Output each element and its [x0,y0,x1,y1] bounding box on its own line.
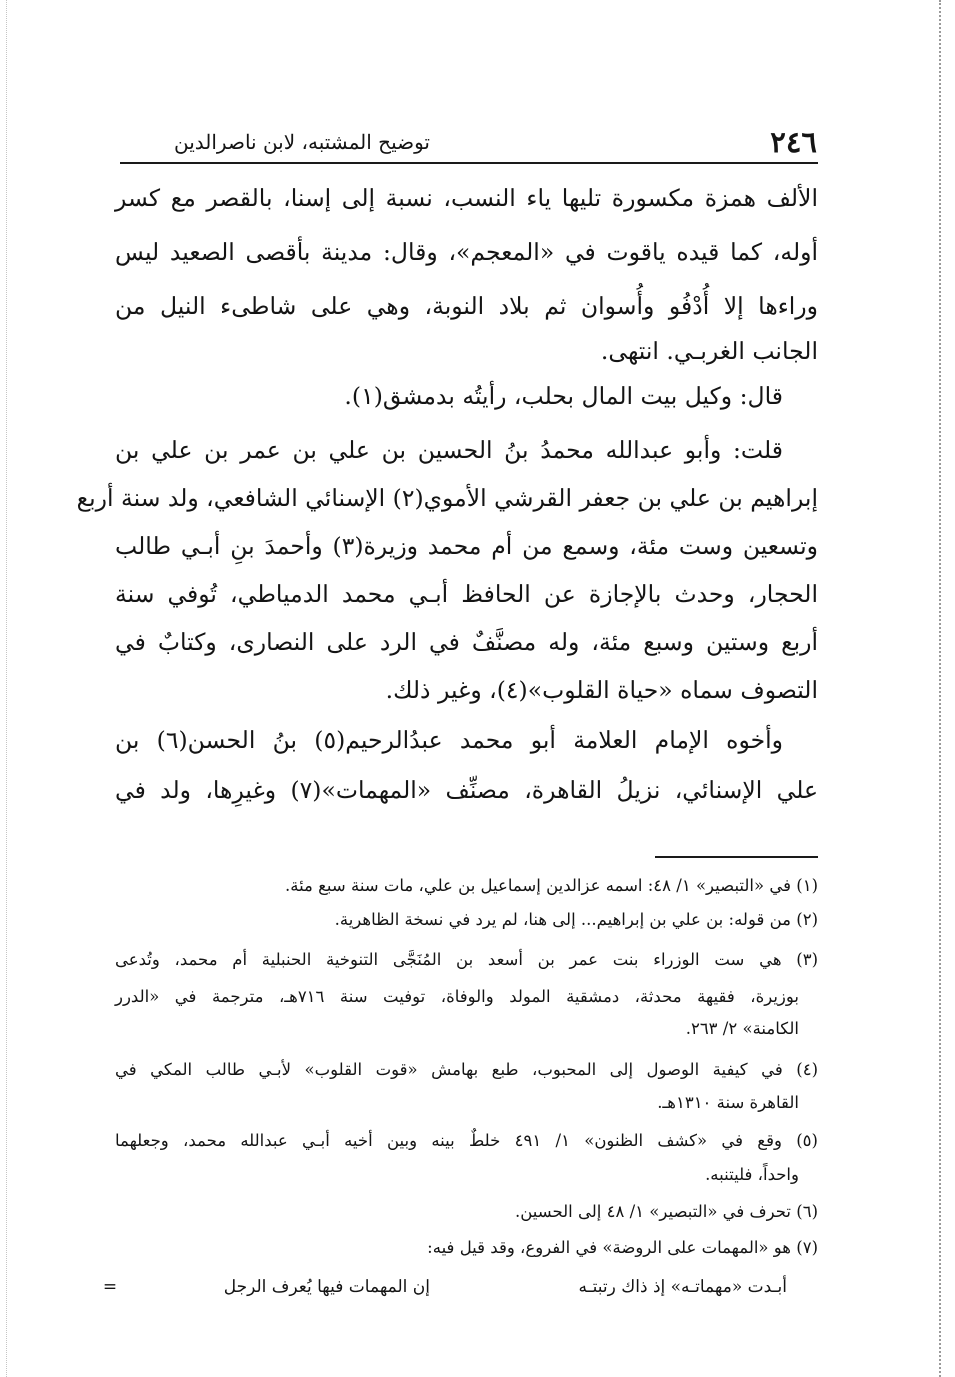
body-line: وتسعين وست مئة، وسمع من أم محمد وزيرة(٣) وأحمدَ بنِ أبـي طالب [115,532,818,560]
body-line: وأخوه الإمام العلامة أبو محمد عبدُالرحيم(٥) بنُ الحسن(٦) بن [115,726,783,754]
body-line: وراءها إلا أُدْفُو وأُسوان ثم بلاد النوبة، وهي على شاطىء النيل من [115,292,818,320]
page-edge-left [6,0,7,1377]
body-line: الجانب الغربـي. انتهى. [600,337,818,365]
verse-first-hemistich: إن المهمات فيها يُعرف الرجل [223,1277,430,1297]
footnote-line: بوزيرة، فقيهة محدثة، دمشقية المولد والوفاة، توفيت سنة ٧١٦هـ، مترجمة في «الدرر [115,987,799,1006]
footnote-line: واحداً، فليتنبه. [705,1165,799,1184]
footnote-rule [655,856,818,858]
footnote-line: (٥) وقع في «كشف الظنون» ١/ ٤٩١ خلطٌ بينه وبين أخيه أبـي عبدالله محمد، وجعلهما [115,1131,818,1150]
body-line: قال: وكيل بيت المال بحلب، رأيتُه بدمشق(١). [344,382,783,410]
page-number: ٢٤٦ [770,125,817,159]
footnote-line: (٧) هو «المهمات على الروضة» في الفروع، وقد قيل فيه: [427,1238,818,1257]
header-rule [120,162,818,164]
body-line: أربع وستين وسبع مئة، وله مصنَّفٌ في الرد على النصارى، وكتابٌ في [115,628,818,656]
footnote-line: الكامنة» ٢/ ٢٦٣. [685,1019,799,1038]
verse-second-hemistich: أبـدت «مهماتـه» إذ ذاك رتبتـه [578,1277,787,1297]
body-line: قلت: وأبو عبدالله محمدُ بنُ الحسين بن علي بن عمر بن علي بن [115,436,783,464]
footnote-line: (٢) من قوله: بن علي بن إبراهيم... إلى هنا، لم يرد في نسخة الظاهرية. [334,910,818,929]
footnote-line: (٦) تحرف في «التبصير» ١/ ٤٨ إلى الحسين. [514,1202,818,1221]
body-line: الحجار، وحدث بالإجازة عن الحافظ أبـي محمد الدمياطي، تُوفي سنة [115,580,818,608]
footnote-line: القاهرة سنة ١٣١٠هـ. [657,1093,799,1112]
continuation-mark: = [102,1277,118,1297]
footnote-line: (١) في «التبصير» ١/ ٤٨: اسمه عزالدين إسماعيل بن علي، مات سنة سبع مئة. [284,876,818,895]
body-line: الألف همزة مكسورة تليها ياء النسب، نسبة إلى إسنا، بالقصر مع كسر [115,184,818,212]
body-line: علي الإسنائي، نزيلُ القاهرة، مصنِّف «المهمات»(٧) وغيرِها، ولد في [115,776,819,804]
page-edge-right [939,0,941,1377]
running-title: توضيح المشتبه، لابن ناصرالدين [173,130,430,154]
body-line: التصوف سماه «حياة القلوب»(٤)، وغير ذلك. [385,676,818,704]
body-line: إبراهيم بن علي بن جعفر القرشي الأموي(٢) الإسنائي الشافعي، ولد سنة أربع [76,484,818,512]
body-line: أوله، كما قيده ياقوت في «المعجم»، وقال: مدينة بأقصى الصعيد ليس [115,238,818,266]
footnote-line: (٣) هي ست الوزراء بنت عمر بن أسعد بن المُنَجَّى التنوخية الحنبلية أم محمد، وتُدعى [115,950,818,969]
footnote-line: (٤) في كيفية الوصول إلى المحبوب، طبع بهامش «قوت القلوب» لأبـي طالب المكي في [115,1060,818,1079]
